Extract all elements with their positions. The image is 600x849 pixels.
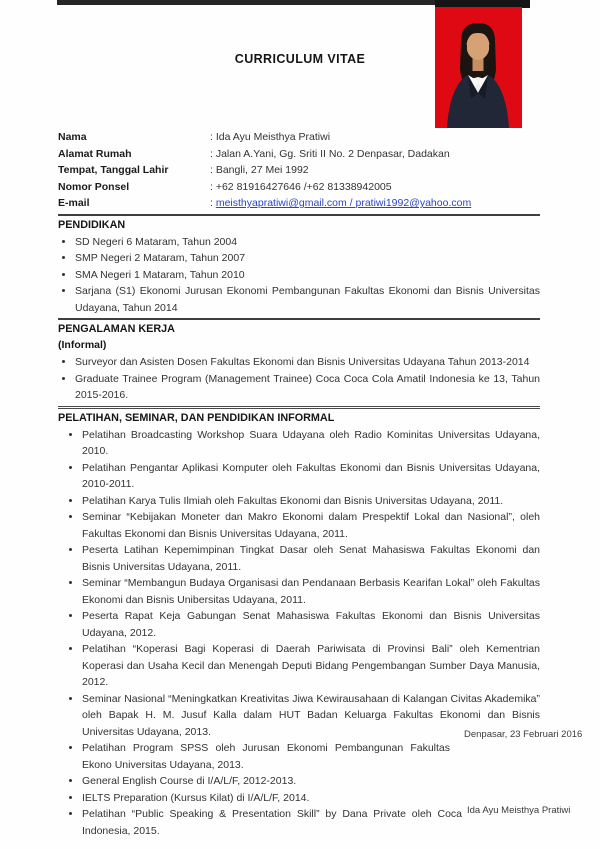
list-item: • Pelatihan “Koperasi Bagi Koperasi di Daerah Pariwisata di Provinsi Bali” oleh Kementrian Koperasi dan Usaha Kecil dan Menengah Deputi Bidang Pengembangan Sumber Daya Manusia, 2012. [82,641,540,691]
info-row-nama [58,129,540,146]
list-item: • Peserta Rapat Keja Gabungan Senat Mahasiswa Fakultas Ekonomi dan Bisnis Universitas Udayana, 2012. [82,608,540,641]
work-experience-list [58,354,540,404]
info-row-ponsel [58,179,540,196]
colon: : [210,197,216,209]
info-label: Nomor Ponsel [58,180,130,193]
education-list [58,234,540,317]
info-value: : Bangli, 27 Mei 1992 [210,164,309,176]
list-item: • SD Negeri 6 Mataram, Tahun 2004 [75,234,540,251]
list-item: • Seminar Nasional “Meningkatkan Kreativitas Jiwa Kewirausahaan di Kalangan Civitas Akademika” oleh Bapak H. M. Jusuf Kalla dalam HUT Badan Keluarga Fakultas Ekonomi dan Bisnis Universitas Udayana, 2013. [82,691,540,741]
list-item: • Pelatihan “Public Speaking & Presentation Skill” by Dana Private oleh Coca Indonesia, 2015. [82,806,462,839]
list-item: • Peserta Latihan Kepemimpinan Tingkat Dasar oleh Senat Mahasiswa Fakultas Ekonomi dan Bisnis Universitas Udayana, 2011. [82,542,540,575]
list-item: • Sarjana (S1) Ekonomi Jurusan Ekonomi Pembangunan Fakultas Ekonomi dan Bisnis Universitas Udayana, Tahun 2014 [75,283,540,316]
info-row-email [58,195,540,212]
info-value: : Jalan A.Yani, Gg. Sriti II No. 2 Denpasar, Dadakan [210,147,450,160]
info-row-alamat [58,146,540,163]
info-value: : Ida Ayu Meisthya Pratiwi [210,131,331,143]
personal-info-table [58,129,540,212]
list-item: • IELTS Preparation (Kursus Kilat) di I/A/L/F, 2014. [82,790,540,807]
section-heading-pendidikan: PENDIDIKAN [58,214,540,233]
section-subheading-informal: (Informal) [58,339,107,351]
info-label: Alamat Rumah [58,147,132,160]
email-link-yahoo[interactable]: pratiwi1992@yahoo.com [355,197,472,209]
email-link-gmail[interactable]: meisthyapratiwi@gmail.com [215,197,347,209]
info-label: Nama [58,131,87,143]
list-item: • Surveyor dan Asisten Dosen Fakultas Ekonomi dan Bisnis Universitas Udayana Tahun 2013-2014 [75,354,540,371]
list-item: • Graduate Trainee Program (Management Trainee) Coca Coca Cola Amatil Indonesia ke 13, Tahun 2015-2016. [75,371,540,404]
section-heading-pengalaman-kerja: PENGALAMAN KERJA [58,318,540,337]
list-item: • General English Course di I/A/L/F, 2012-2013. [82,773,540,790]
list-item: • Pelatihan Karya Tulis Ilmiah oleh Fakultas Ekonomi dan Bisnis Universitas Udayana, 2011. [82,493,540,510]
info-value: : +62 81916427646 /+62 81338942005 [210,180,392,193]
signature-name: Ida Ayu Meisthya Pratiwi [467,805,571,816]
section-heading-pelatihan: PELATIHAN, SEMINAR, DAN PENDIDIKAN INFORMAL [58,406,540,426]
list-item: • SMP Negeri 2 Mataram, Tahun 2007 [75,250,540,267]
page-title: CURRICULUM VITAE [234,52,366,66]
info-value [210,195,540,212]
list-item: • Pelatihan Pengantar Aplikasi Komputer oleh Fakultas Ekonomi dan Bisnis Universitas Udayana, 2010-2011. [82,460,540,493]
date-place: Denpasar, 23 Februari 2016 [464,729,583,740]
email-separator: / [346,197,356,209]
training-list [58,427,540,840]
list-item: • Seminar “Kebijakan Moneter dan Makro Ekonomi dalam Prespektif Lokal dan Nasional”, oleh Fakultas Ekonomi dan Bisnis Universitas Udayana, 2011. [82,509,540,542]
info-label: Tempat, Tanggal Lahir [58,164,169,176]
info-label: E-mail [58,197,90,209]
portrait-graphic [435,7,522,128]
profile-photo [435,7,522,128]
list-item: • SMA Negeri 1 Mataram, Tahun 2010 [75,267,540,284]
info-row-ttl [58,162,540,179]
list-item: • Pelatihan Broadcasting Workshop Suara Udayana oleh Radio Kominitas Universitas Udayana, 2010. [82,427,540,460]
list-item: • Seminar “Membangun Budaya Organisasi dan Pendanaan Berbasis Kearifan Lokal” oleh Fakultas Ekonomi dan Bisnis Unibersitas Udayana, 2011. [82,575,540,608]
list-item: • Pelatihan Program SPSS oleh Jurusan Ekonomi Pembangunan Fakultas Ekono Universitas Udayana, 2013. [82,740,450,773]
